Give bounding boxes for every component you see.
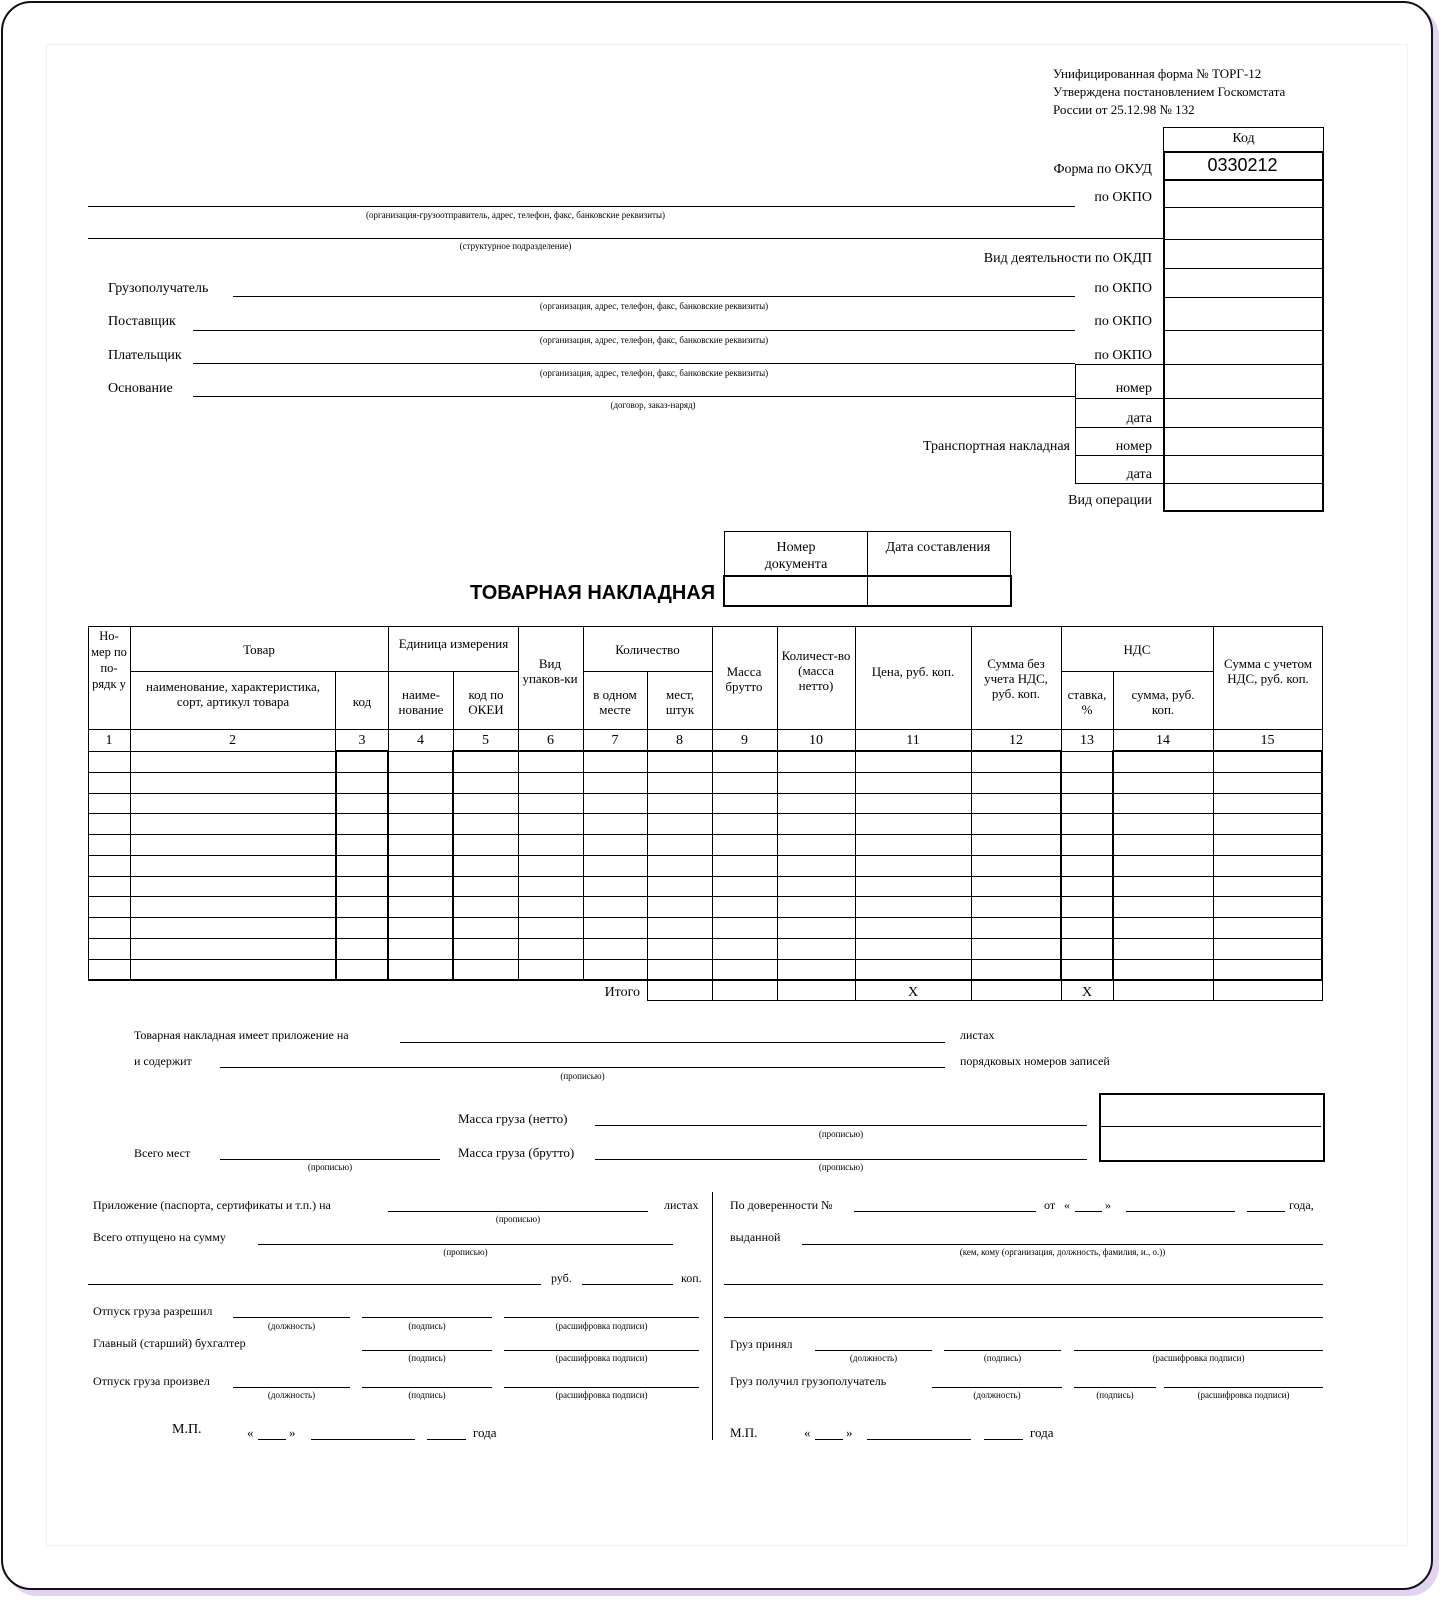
th-gross: Масса брутто [725, 664, 763, 694]
decode-caption: (расшифровка подписи) [555, 1390, 648, 1400]
released-signature-field[interactable] [362, 1387, 492, 1388]
col-number: 3 [358, 733, 366, 748]
signature-caption: (подпись) [408, 1321, 446, 1331]
th-unit-name: наиме-нование [398, 687, 444, 717]
col-number: 14 [1156, 733, 1170, 748]
places-label: Всего мест [134, 1146, 191, 1160]
proxy-number-field[interactable] [854, 1211, 1036, 1212]
attachment-sheets-label: листах [960, 1028, 995, 1042]
position-caption: (должность) [267, 1390, 316, 1400]
supplier-caption: (организация, адрес, телефон, факс, банковские реквизиты) [539, 335, 769, 345]
quote-open: « [804, 1425, 811, 1440]
decode-caption: (расшифровка подписи) [555, 1321, 648, 1331]
records-count-field[interactable] [220, 1067, 945, 1068]
consignee-caption: (организация, адрес, телефон, факс, банковские реквизиты) [539, 301, 769, 311]
net-mass-caption: (прописью) [818, 1129, 864, 1139]
rub-label: руб. [551, 1271, 572, 1285]
mass-box[interactable] [1099, 1093, 1325, 1162]
quote-open: « [247, 1425, 254, 1440]
proxy-year-field[interactable] [1247, 1211, 1285, 1212]
th-sum-with-vat: Сумма с учетом НДС, руб. коп. [1224, 656, 1312, 686]
allowed-label: Отпуск груза разрешил [93, 1304, 213, 1318]
year-label-left: года [473, 1425, 497, 1440]
proxy-from-label: от [1044, 1198, 1056, 1212]
day-field-left[interactable] [258, 1439, 286, 1440]
received-signature-field[interactable] [1074, 1387, 1156, 1388]
allowed-position-field[interactable] [233, 1317, 350, 1318]
contains-label: и содержит [134, 1054, 192, 1068]
th-pack: Вид упаков-ки [522, 656, 578, 686]
mass-box-sep [1100, 1126, 1321, 1127]
division-caption: (структурное подразделение) [459, 241, 572, 251]
col-number: 4 [417, 733, 424, 748]
th-goods-code: код [352, 694, 372, 709]
form-line-3: России от 25.12.98 № 132 [1053, 102, 1195, 117]
signature-caption: (подпись) [1096, 1390, 1134, 1400]
transport-number-label: номер [1115, 439, 1152, 454]
th-unit: Единица измерения [398, 636, 509, 651]
signature-caption: (подпись) [408, 1390, 446, 1400]
doc-number-header: Номер документа [764, 540, 828, 572]
net-mass-label: Масса груза (нетто) [458, 1111, 568, 1126]
chief-decode-field[interactable] [504, 1350, 699, 1351]
accepted-label: Груз принял [730, 1337, 793, 1351]
accepted-decode-field[interactable] [1074, 1350, 1323, 1351]
basis-number-label: номер [1115, 381, 1152, 396]
position-caption: (должность) [267, 1321, 316, 1331]
okud-code: 0330212 [1207, 155, 1278, 175]
th-net: Количест-во (масса нетто) [781, 648, 851, 693]
kop-field[interactable] [582, 1284, 673, 1285]
form-line-1: Унифицированная форма № ТОРГ-12 [1053, 66, 1262, 81]
released-position-field[interactable] [233, 1387, 350, 1388]
issued-field[interactable] [802, 1244, 1323, 1245]
month-field-left[interactable] [311, 1439, 415, 1440]
appendix-label: Приложение (паспорта, сертификаты и т.п.) на [93, 1198, 331, 1212]
th-row-number: Но-мер по по-рядк у [91, 629, 127, 691]
document-title: ТОВАРНАЯ НАКЛАДНАЯ [470, 582, 716, 604]
gross-mass-caption: (прописью) [818, 1162, 864, 1172]
decode-caption: (расшифровка подписи) [1197, 1390, 1290, 1400]
propisyu-caption: (прописью) [560, 1071, 605, 1081]
allowed-signature-field[interactable] [362, 1317, 492, 1318]
basis-caption: (договор, заказ-наряд) [610, 400, 696, 410]
col-number: 8 [676, 733, 683, 748]
th-goods: Товар [243, 642, 275, 657]
okpo-label-3: по ОКПО [1094, 314, 1152, 329]
signature-caption: (подпись) [408, 1353, 446, 1363]
quote-close: » [289, 1425, 296, 1440]
total-sum-field[interactable] [258, 1244, 673, 1245]
year-field-left[interactable] [427, 1439, 466, 1440]
th-goods-name: наименование, характеристика, сорт, артикул товара [145, 679, 321, 709]
issued-label: выданной [730, 1230, 781, 1244]
supplier-label: Поставщик [108, 314, 176, 329]
transport-label: Транспортная накладная [923, 439, 1070, 454]
gross-mass-field[interactable] [595, 1159, 1087, 1160]
col-number: 9 [741, 733, 748, 748]
proxy-year-label: года, [1289, 1198, 1314, 1212]
decode-caption: (расшифровка подписи) [1152, 1353, 1245, 1363]
accepted-signature-field[interactable] [944, 1350, 1061, 1351]
shipper-caption: (организация-грузоотправитель, адрес, телефон, факс, банковские реквизиты) [365, 210, 666, 220]
basis-label: Основание [108, 381, 173, 396]
col-number: 15 [1260, 733, 1275, 748]
allowed-decode-field[interactable] [504, 1317, 699, 1318]
gross-mass-label: Масса груза (брутто) [458, 1145, 575, 1160]
okpo-label-4: по ОКПО [1094, 348, 1152, 363]
col-number: 5 [482, 733, 489, 748]
code-header: Код [1232, 131, 1255, 146]
payer-label: Плательщик [108, 348, 182, 363]
th-vat: НДС [1123, 642, 1151, 657]
places-caption: (прописью) [307, 1162, 353, 1172]
col-number: 7 [611, 733, 619, 748]
itogo-price-x: X [907, 985, 919, 1000]
th-qty-places: мест, штук [665, 687, 695, 717]
th-sum-without-vat: Сумма без учета НДС, руб. коп. [984, 656, 1048, 701]
released-label: Отпуск груза произвел [93, 1374, 210, 1388]
total-sum-caption: (прописью) [443, 1247, 488, 1257]
col-number: 10 [809, 733, 823, 748]
form-line-2: Утверждена постановлением Госкомстата [1053, 84, 1286, 99]
proxy-day-field[interactable] [1075, 1211, 1102, 1212]
attachment-sheets-field[interactable] [400, 1042, 945, 1043]
appendix-field[interactable] [388, 1211, 648, 1212]
year-label-right: года [1030, 1425, 1054, 1440]
proxy-month-field[interactable] [1126, 1211, 1235, 1212]
th-vat-rate: ставка, % [1067, 687, 1107, 717]
year-field-right[interactable] [984, 1439, 1023, 1440]
appendix-sheets-label: листах [664, 1198, 699, 1212]
basis-date-label: дата [1126, 411, 1152, 426]
th-quantity: Количество [615, 642, 680, 657]
th-vat-sum: сумма, руб. коп. [1131, 687, 1195, 717]
quote-close: » [1105, 1198, 1111, 1212]
itogo-label: Итого [604, 985, 640, 1000]
payer-caption: (организация, адрес, телефон, факс, банковские реквизиты) [539, 368, 769, 378]
month-field-right[interactable] [867, 1439, 971, 1440]
total-sum-label: Всего отпущено на сумму [93, 1230, 226, 1244]
chief-accountant-label: Главный (старший) бухгалтер [93, 1336, 246, 1350]
records-label: порядковых номеров записей [960, 1054, 1110, 1068]
mp-right: М.П. [730, 1425, 758, 1440]
signature-caption: (подпись) [983, 1353, 1022, 1363]
received-position-field[interactable] [932, 1387, 1062, 1388]
col-number: 2 [229, 733, 236, 748]
operation-label: Вид операции [1068, 493, 1152, 508]
col-number: 11 [906, 733, 920, 748]
footer-divider [712, 1192, 713, 1440]
day-field-right[interactable] [815, 1439, 843, 1440]
mp-left: М.П. [172, 1422, 202, 1437]
attachment-label: Товарная накладная имеет приложение на [134, 1028, 349, 1042]
decode-caption: (расшифровка подписи) [555, 1353, 648, 1363]
issued-field-2[interactable] [724, 1284, 1323, 1285]
col-number: 6 [547, 733, 554, 748]
itogo-vat-rate-x: X [1081, 985, 1093, 1000]
col-number: 1 [105, 733, 113, 748]
th-price: Цена, руб. коп. [871, 664, 955, 679]
issued-caption: (кем, кому (организация, должность, фамилия, и., о.)) [959, 1247, 1166, 1257]
accepted-position-field[interactable] [815, 1350, 932, 1351]
consignee-label: Грузополучатель [108, 281, 209, 296]
issued-field-3[interactable] [724, 1317, 1323, 1318]
chief-signature-field[interactable] [362, 1350, 492, 1351]
net-mass-field[interactable] [595, 1125, 1087, 1126]
okpo-label-2: по ОКПО [1094, 281, 1152, 296]
released-decode-field[interactable] [504, 1387, 699, 1388]
th-qty-in-place: в одном месте [593, 687, 637, 717]
th-okei: код по ОКЕИ [468, 687, 504, 717]
transport-date-label: дата [1126, 467, 1152, 482]
okpo-label-1: по ОКПО [1094, 190, 1152, 205]
total-sum-field-2[interactable] [88, 1284, 541, 1285]
received-decode-field[interactable] [1164, 1387, 1323, 1388]
col-number: 13 [1080, 733, 1094, 748]
appendix-caption: (прописью) [495, 1214, 541, 1224]
quote-open: « [1064, 1198, 1070, 1212]
okud-label: Форма по ОКУД [1053, 162, 1152, 177]
position-caption: (должность) [973, 1390, 1021, 1400]
kop-label: коп. [681, 1271, 702, 1285]
okdp-label: Вид деятельности по ОКДП [983, 251, 1152, 266]
position-caption: (должность) [849, 1353, 898, 1363]
received-label: Груз получил грузополучатель [730, 1374, 887, 1388]
proxy-label: По доверенности № [730, 1198, 833, 1212]
col-number: 12 [1009, 733, 1023, 748]
places-field[interactable] [220, 1159, 440, 1160]
quote-close: » [846, 1425, 853, 1440]
doc-date-header: Дата составления [885, 540, 991, 555]
